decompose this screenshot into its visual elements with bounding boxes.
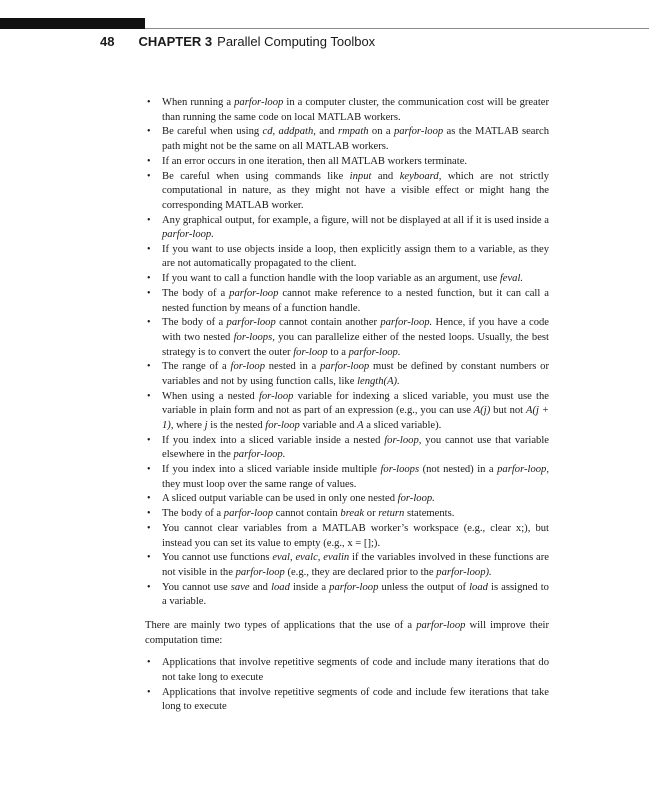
- italic-term: A: [357, 419, 364, 431]
- text-run: cannot contain: [273, 508, 341, 520]
- italic-term: input: [349, 170, 372, 182]
- italic-term: keyboard,: [399, 170, 442, 182]
- italic-term: parfor-loop).: [436, 567, 492, 578]
- header-rule: [145, 28, 649, 29]
- text-run: If an error occurs in one iteration, then all MATLAB workers terminate.: [162, 155, 468, 167]
- italic-term: parfor-loop,: [497, 464, 549, 476]
- text-run: When running a: [162, 97, 235, 108]
- text-run: unless the output of: [378, 581, 470, 593]
- list-item: [145, 656, 549, 685]
- list-item: [145, 155, 549, 170]
- text-run: nested in a: [265, 361, 320, 373]
- italic-term: parfor-loop: [416, 619, 466, 631]
- italic-term: for-loop.: [397, 493, 435, 505]
- text-run: Be careful when using commands like: [162, 170, 350, 182]
- text-run: which are not strictly computational in nature, as they might not have a visible effect or might hang the corresponding MATLAB worker.: [162, 170, 550, 211]
- italic-term: for-loop,: [384, 434, 422, 446]
- text-run: variable and: [299, 419, 358, 431]
- text-run: or: [364, 508, 379, 520]
- italic-term: cd, addpath,: [262, 126, 316, 138]
- list-item: [145, 360, 549, 389]
- italic-term: parfor-loop: [320, 361, 370, 373]
- italic-term: eval, evalc, evalin: [272, 552, 350, 564]
- italic-term: A(j): [473, 405, 491, 417]
- italic-term: parfor-loop: [235, 567, 285, 578]
- list-item: [145, 686, 549, 715]
- list-item: [145, 390, 549, 434]
- text-run: The body of a: [162, 317, 227, 329]
- page-body: [145, 96, 549, 715]
- list-item: [145, 170, 549, 214]
- text-run: variable for indexing a sliced variable, you must use the variable in plain form and not as part of an expression (e.g., you can use: [162, 390, 549, 417]
- list-item: [145, 434, 549, 463]
- text-run: (e.g., they are declared prior to the: [284, 567, 437, 578]
- italic-term: A(j + 1),: [162, 405, 549, 431]
- text-run: they must loop over the same range of values.: [162, 478, 357, 490]
- text-run: The range of a: [162, 361, 231, 373]
- italic-term: parfor-loop: [393, 126, 444, 138]
- list-item: [145, 96, 549, 125]
- list-item: [145, 316, 549, 360]
- applications-list: [145, 656, 549, 715]
- header-black-bar: [0, 18, 145, 29]
- text-run: as the MATLAB search path might not be the same on all MATLAB workers.: [162, 126, 550, 152]
- italic-term: feval.: [499, 273, 524, 285]
- text-run: If you index into a sliced variable inside a nested: [162, 434, 385, 446]
- text-run: is assigned to a variable.: [162, 581, 549, 608]
- text-run: Applications that involve repetitive segments of code and include few iterations that take long to execute: [162, 686, 549, 713]
- italic-term: parfor-loop.: [162, 229, 214, 241]
- applications-intro: [145, 619, 549, 648]
- text-run: If you want to use objects inside a loop, then explicitly assign them to a variable, as they are not automatically propagated to the client.: [162, 243, 549, 270]
- italic-term: load: [271, 581, 290, 593]
- list-item: [145, 214, 549, 243]
- italic-term: parfor-loop: [234, 97, 284, 108]
- italic-term: length(A).: [357, 375, 400, 387]
- text-run: Be careful when using: [162, 126, 263, 138]
- italic-term: parfor-loop.: [348, 346, 401, 358]
- text-run: There are mainly two types of applications that the use of a: [145, 619, 417, 631]
- list-item: [145, 243, 549, 272]
- italic-term: j: [204, 419, 208, 431]
- italic-term: rmpath: [337, 126, 369, 138]
- italic-term: for-loops,: [233, 332, 275, 343]
- text-run: cannot contain another: [275, 317, 381, 329]
- text-run: Hence, if you have a code with two nested: [162, 317, 550, 343]
- text-run: you cannot use that variable elsewhere in the: [162, 434, 549, 461]
- text-run: The body of a: [162, 288, 230, 300]
- italic-term: return: [378, 508, 405, 520]
- italic-term: for-loop: [293, 346, 328, 358]
- italic-term: parfor-loop: [223, 508, 274, 520]
- text-run: If you want to call a function handle with the loop variable as an argument, use: [162, 273, 500, 285]
- text-run: cannot make reference to a nested function, but it can call a nested function by means of a function handle.: [162, 288, 549, 314]
- text-run: The body of a: [162, 508, 224, 520]
- list-item: [145, 507, 549, 522]
- list-item: [145, 272, 549, 287]
- text-run: A sliced output variable can be used in only one nested: [162, 493, 398, 505]
- italic-term: parfor-loop.: [380, 317, 433, 329]
- text-run: to a: [327, 346, 349, 358]
- list-item: [145, 463, 549, 492]
- text-run: in a computer cluster, the communication cost will be greater than running the same code on local MATLAB workers.: [162, 97, 549, 123]
- text-run: is the nested: [207, 419, 266, 431]
- text-run: If you index into a sliced variable inside multiple: [162, 464, 381, 476]
- italic-term: for-loop: [265, 419, 300, 431]
- text-run: and: [371, 170, 400, 182]
- text-run: and: [249, 581, 272, 593]
- text-run: on a: [368, 126, 394, 138]
- text-run: where: [173, 419, 205, 431]
- italic-term: save: [230, 581, 250, 593]
- page-number: 48: [100, 34, 115, 49]
- list-item: [145, 287, 549, 316]
- chapter-label: CHAPTER 3: [138, 34, 213, 49]
- italic-term: parfor-loop: [329, 581, 379, 593]
- restrictions-list: [145, 96, 549, 610]
- italic-term: for-loop: [258, 390, 294, 402]
- italic-term: for-loop: [230, 361, 266, 373]
- chapter-title: Parallel Computing Toolbox: [217, 34, 376, 49]
- text-run: a sliced variable).: [363, 419, 442, 431]
- running-header: [100, 34, 375, 50]
- italic-term: load: [469, 581, 488, 593]
- list-item: [145, 522, 549, 551]
- text-run: You cannot use functions: [162, 552, 273, 564]
- text-run: will improve their computation time:: [145, 619, 549, 646]
- text-run: (not nested) in a: [419, 464, 498, 476]
- text-run: You cannot use: [162, 581, 231, 593]
- list-item: [145, 581, 549, 610]
- text-run: if the variables involved in these functions are not visible in the: [162, 552, 549, 578]
- text-run: inside a: [289, 581, 330, 593]
- text-run: and: [315, 126, 338, 138]
- text-run: but not: [490, 405, 526, 417]
- text-run: When using a nested: [162, 390, 259, 402]
- italic-term: parfor-loop: [226, 317, 276, 329]
- text-run: You cannot clear variables from a MATLAB worker’s workspace (e.g., clear x;), but instead you can set its value to empty (e.g., x = [];).: [162, 523, 549, 549]
- text-run: you can parallelize either of the nested loops. Usually, the best strategy is to convert the outer: [162, 332, 549, 358]
- list-item: [145, 125, 549, 154]
- text-run: Applications that involve repetitive segments of code and include many iterations that do not take long to execute: [162, 657, 549, 683]
- text-run: statements.: [404, 508, 455, 520]
- italic-term: parfor-loop.: [233, 449, 286, 461]
- italic-term: break: [340, 508, 365, 520]
- italic-term: for-loops: [380, 464, 420, 476]
- list-item: [145, 551, 549, 580]
- italic-term: parfor-loop: [229, 288, 279, 300]
- text-run: must be defined by constant numbers or variables and not by using function calls, like: [162, 361, 549, 387]
- list-item: [145, 492, 549, 507]
- text-run: Any graphical output, for example, a figure, will not be displayed at all if it is used inside a: [162, 214, 549, 226]
